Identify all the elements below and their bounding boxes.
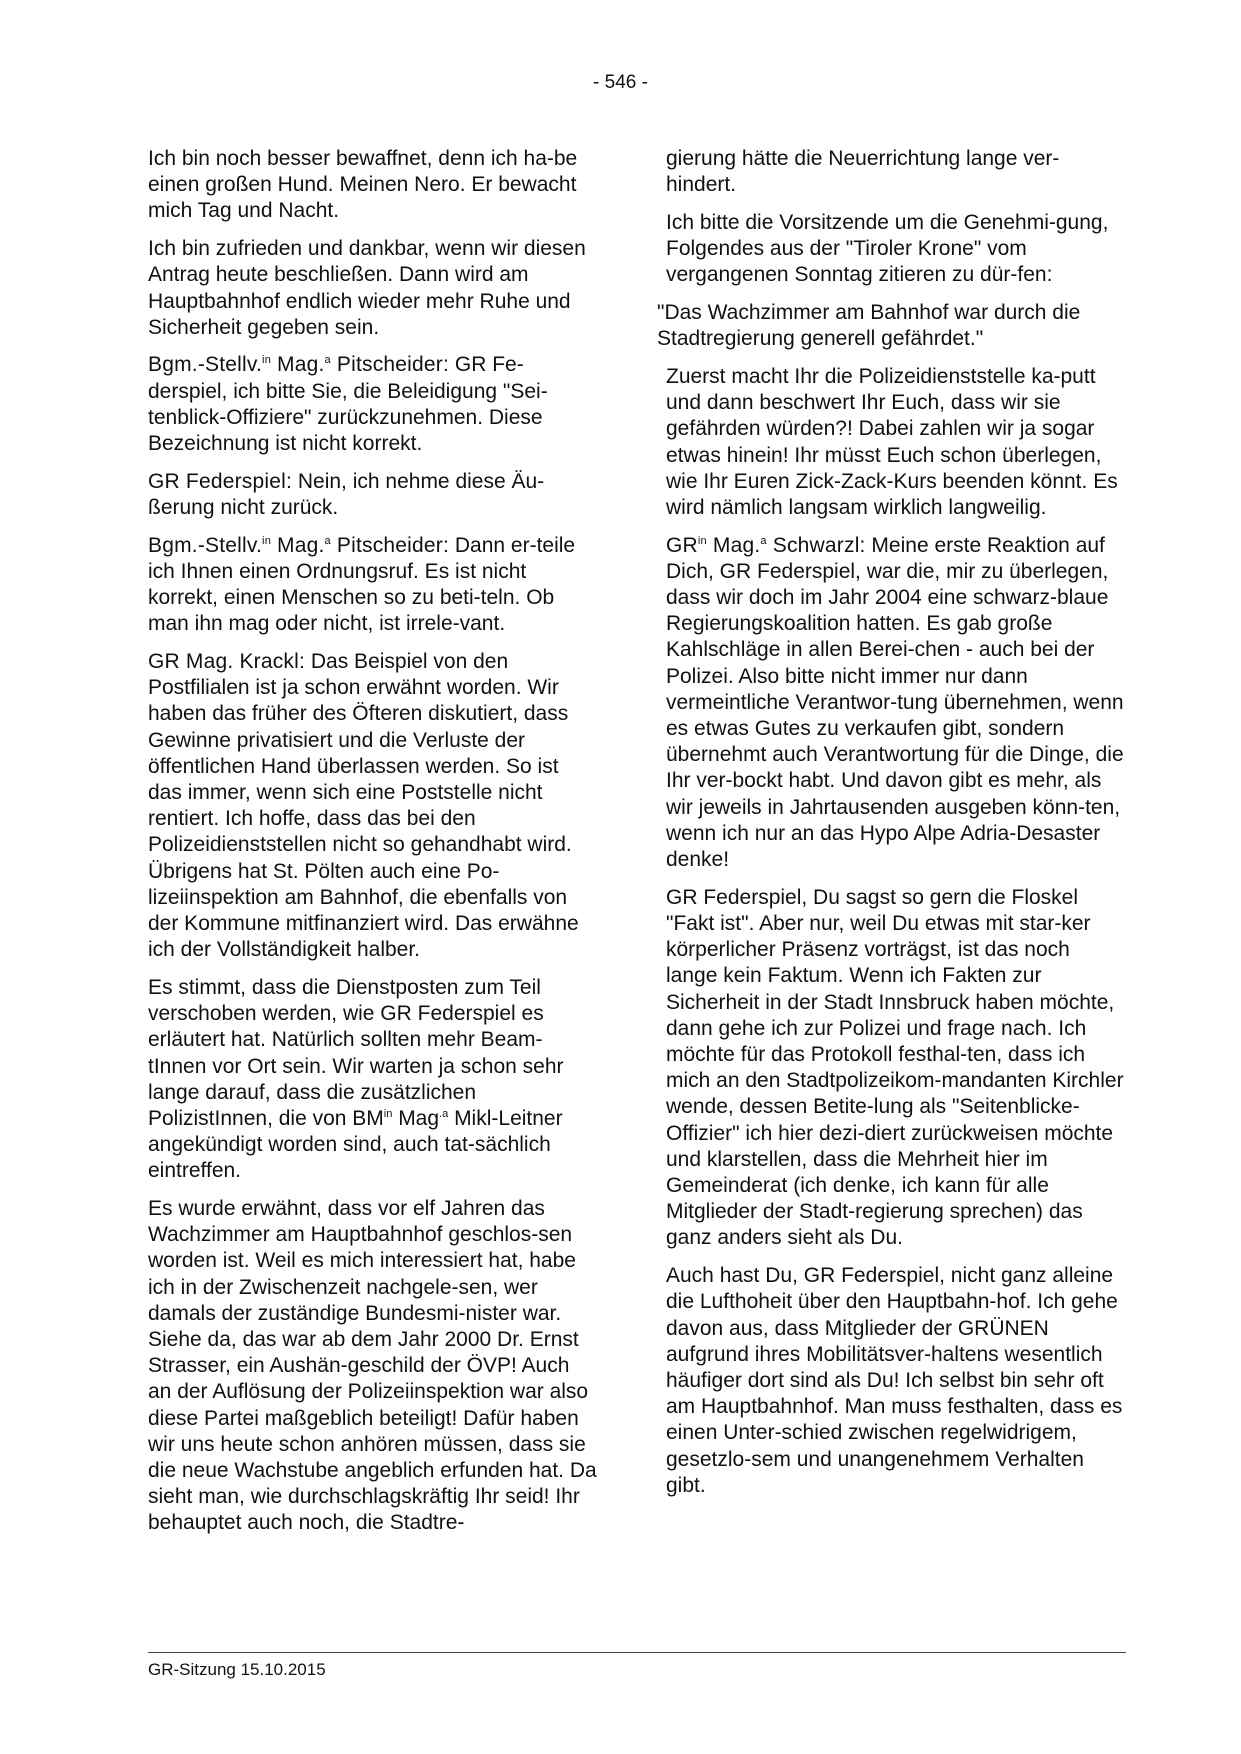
paragraph: GR Federspiel, Du sagst so gern die Floskel "Fakt ist". Aber nur, weil Du etwas mit star-ker körperlicher Präsenz vorträgst, ist das noch lange kein Faktum. Wenn ich Fakten zur Sicherheit in der Stadt Innsbruck haben möchte, dann gehe ich zur Polizei und frage nach. Ich möchte für das Protokoll festhal-ten, dass ich mich an den Stadtpolizeikom-mandanten Kirchler wende, dessen Betite-lung als "Seitenblicke-Offizier" ich hier dezi-diert zurückweisen möchte und klarstellen, dass die Mehrheit hier im Gemeinderat (ich denke, ich kann für alle Mitglieder der Stadt-regierung sprechen) das ganz anders sieht als Du.: [666, 885, 1124, 1250]
speaker-title: Bgm.-Stellv.: [148, 353, 263, 377]
speaker-name: GR Mag. Krackl:: [148, 649, 306, 673]
speech-text: Meine erste Reaktion auf Dich, GR Federspiel, war die, mir zu überlegen, dass wir doch im Jahr 2004 eine schwarz-blaue Regierungskoalition hatten. Es gab große Kahlschläge in allen Berei-chen - auch bei der Polizei. Also bitte nicht immer nur dann vermeintliche Verantwor-tung übernehmen, wenn es etwas Gutes zu verkaufen gibt, sondern übernehmt auch Verantwortung für die Dinge, die Ihr ver-bockt habt. Und davon gibt es mehr, als wir jeweils in Jahrtausenden ausgeben könn-ten, wenn ich nur an das Hypo Alpe Adria-Desaster denke!: [666, 533, 1124, 872]
paragraph: Ich bin zufrieden und dankbar, wenn wir diesen Antrag heute beschließen. Dann wird am Hauptbahnhof endlich wieder mehr Ruhe und Sicherheit gegeben sein.: [148, 237, 586, 339]
speaker-name: [148, 353, 449, 376]
speech-text: Nein, ich nehme diese Äu-ßerung nicht zurück.: [148, 469, 545, 519]
speaker-name: [148, 534, 449, 557]
speaker-title: GR: [666, 533, 698, 557]
speaker-name: GR Federspiel:: [148, 469, 293, 493]
speaker-title: Mag.: [271, 353, 325, 377]
paragraph: Ich bin noch besser bewaffnet, denn ich ha-be einen großen Hund. Meinen Nero. Er bewacht mich Tag und Nacht.: [148, 147, 578, 223]
footer-divider: [148, 1652, 1126, 1653]
text-run: Mikl-Leitner angekündigt worden sind, auch tat-sächlich eintreffen.: [148, 1106, 563, 1183]
superscript: a: [760, 534, 767, 547]
right-column: [657, 146, 1126, 1510]
paragraph: [148, 975, 598, 1185]
text-run: Mag: [392, 1106, 440, 1130]
speech-paragraph: [148, 469, 598, 521]
superscript: .a: [439, 1107, 449, 1120]
page-number: - 546 -: [593, 72, 648, 93]
paragraph: gierung hätte die Neuerrichtung lange ver-hindert.: [666, 147, 1060, 197]
speaker-surname: Schwarzl:: [766, 533, 866, 557]
quotation: "Das Wachzimmer am Bahnhof war durch die Stadtregierung generell gefährdet.": [657, 301, 1081, 351]
superscript: in: [383, 1107, 393, 1120]
speaker-title: Mag.: [271, 533, 325, 557]
superscript: in: [697, 534, 707, 547]
speech-paragraph: [666, 533, 1126, 874]
speaker-name: [666, 534, 866, 557]
superscript: a: [324, 354, 331, 367]
paragraph: Es wurde erwähnt, dass vor elf Jahren das Wachzimmer am Hauptbahnhof geschlos-sen worden ist. Weil es mich interessiert hat, habe ich in der Zwischenzeit nachgele-sen, wer damals der zuständige Bundesmi-nister war. Siehe da, das war ab dem Jahr 2000 Dr. Ernst Strasser, ein Aushän-geschild der ÖVP! Auch an der Auflösung der Polizeiinspektion war also diese Partei maßgeblich beteiligt! Dafür haben wir uns heute schon anhören müssen, dass sie die neue Wachstube angeblich erfunden hat. Da sieht man, wie durchschlagskräftig Ihr seid! Ihr behauptet auch noch, die Stadtre-: [148, 1197, 597, 1535]
left-column: [148, 146, 598, 1548]
paragraph: Ich bitte die Vorsitzende um die Genehmi-gung, Folgendes aus der "Tiroler Krone" vom vergangenen Sonntag zitieren zu dür-fen:: [666, 210, 1109, 287]
text-run: Es stimmt, dass die Dienstposten zum Teil verschoben werden, wie GR Federspiel es erläutert hat. Natürlich sollten mehr Beam-tInnen vor Ort sein. Wir warten ja schon sehr lange darauf, dass die zusätzlichen PolizistInnen, die von BM: [148, 975, 564, 1130]
speech-paragraph: [148, 649, 598, 963]
speaker-title: Mag.: [706, 533, 761, 557]
superscript: a: [324, 534, 331, 547]
speech-text: Das Beispiel von den Postfilialen ist ja schon erwähnt worden. Wir haben das früher des Öfteren diskutiert, dass Gewinne privatisiert und die Verluste der öffentlichen Hand überlassen werden. So ist das immer, wenn sich eine Poststelle nicht rentiert. Ich hoffe, dass das bei den Polizeidienststellen nicht so gehandhabt wird. Übrigens hat St. Pölten auch eine Po-lizeiinspektion am Bahnhof, die ebenfalls von der Kommune mitfinanziert wird. Das erwähne ich der Vollständigkeit halber.: [148, 649, 579, 962]
speech-text: GR Fe-derspiel, ich bitte Sie, die Beleidigung "Sei-tenblick-Offiziere" zurückzunehmen. Diese Bezeichnung ist nicht korrekt.: [148, 353, 548, 456]
speech-paragraph: [148, 352, 598, 457]
speaker-surname: Pitscheider:: [330, 353, 450, 377]
footer-text: GR-Sitzung 15.10.2015: [148, 1660, 326, 1679]
paragraph: Auch hast Du, GR Federspiel, nicht ganz alleine die Lufthoheit über den Hauptbahn-hof. Ich gehe davon aus, dass Mitglieder der GRÜNEN aufgrund ihres Mobilitätsver-haltens wesentlich häufiger dort sind als Du! Ich selbst bin sehr oft am Hauptbahnhof. Man muss festhalten, dass es einen Unter-schied zwischen regelwidrigem, gesetzlo-sem und unangenehmem Verhalten gibt.: [666, 1264, 1123, 1497]
paragraph: Zuerst macht Ihr die Polizeidienststelle ka-putt und dann beschwert Ihr Euch, dass wir sie gefährden würden?! Dabei zahlen wir ja sogar etwas hinein! Ihr müsst Euch schon überlegen, wie Ihr Euren Zick-Zack-Kurs beenden könnt. Es wird nämlich langsam wirklich langweilig.: [666, 364, 1118, 519]
speaker-title: Bgm.-Stellv.: [148, 533, 263, 557]
superscript: in: [262, 354, 272, 367]
speech-paragraph: [148, 533, 598, 638]
speech-text: Dann er-teile ich Ihnen einen Ordnungsruf. Es ist nicht korrekt, einen Menschen so zu beti-teln. Ob man ihn mag oder nicht, ist irrele-vant.: [148, 533, 576, 636]
superscript: in: [262, 534, 272, 547]
speaker-surname: Pitscheider:: [330, 533, 450, 557]
